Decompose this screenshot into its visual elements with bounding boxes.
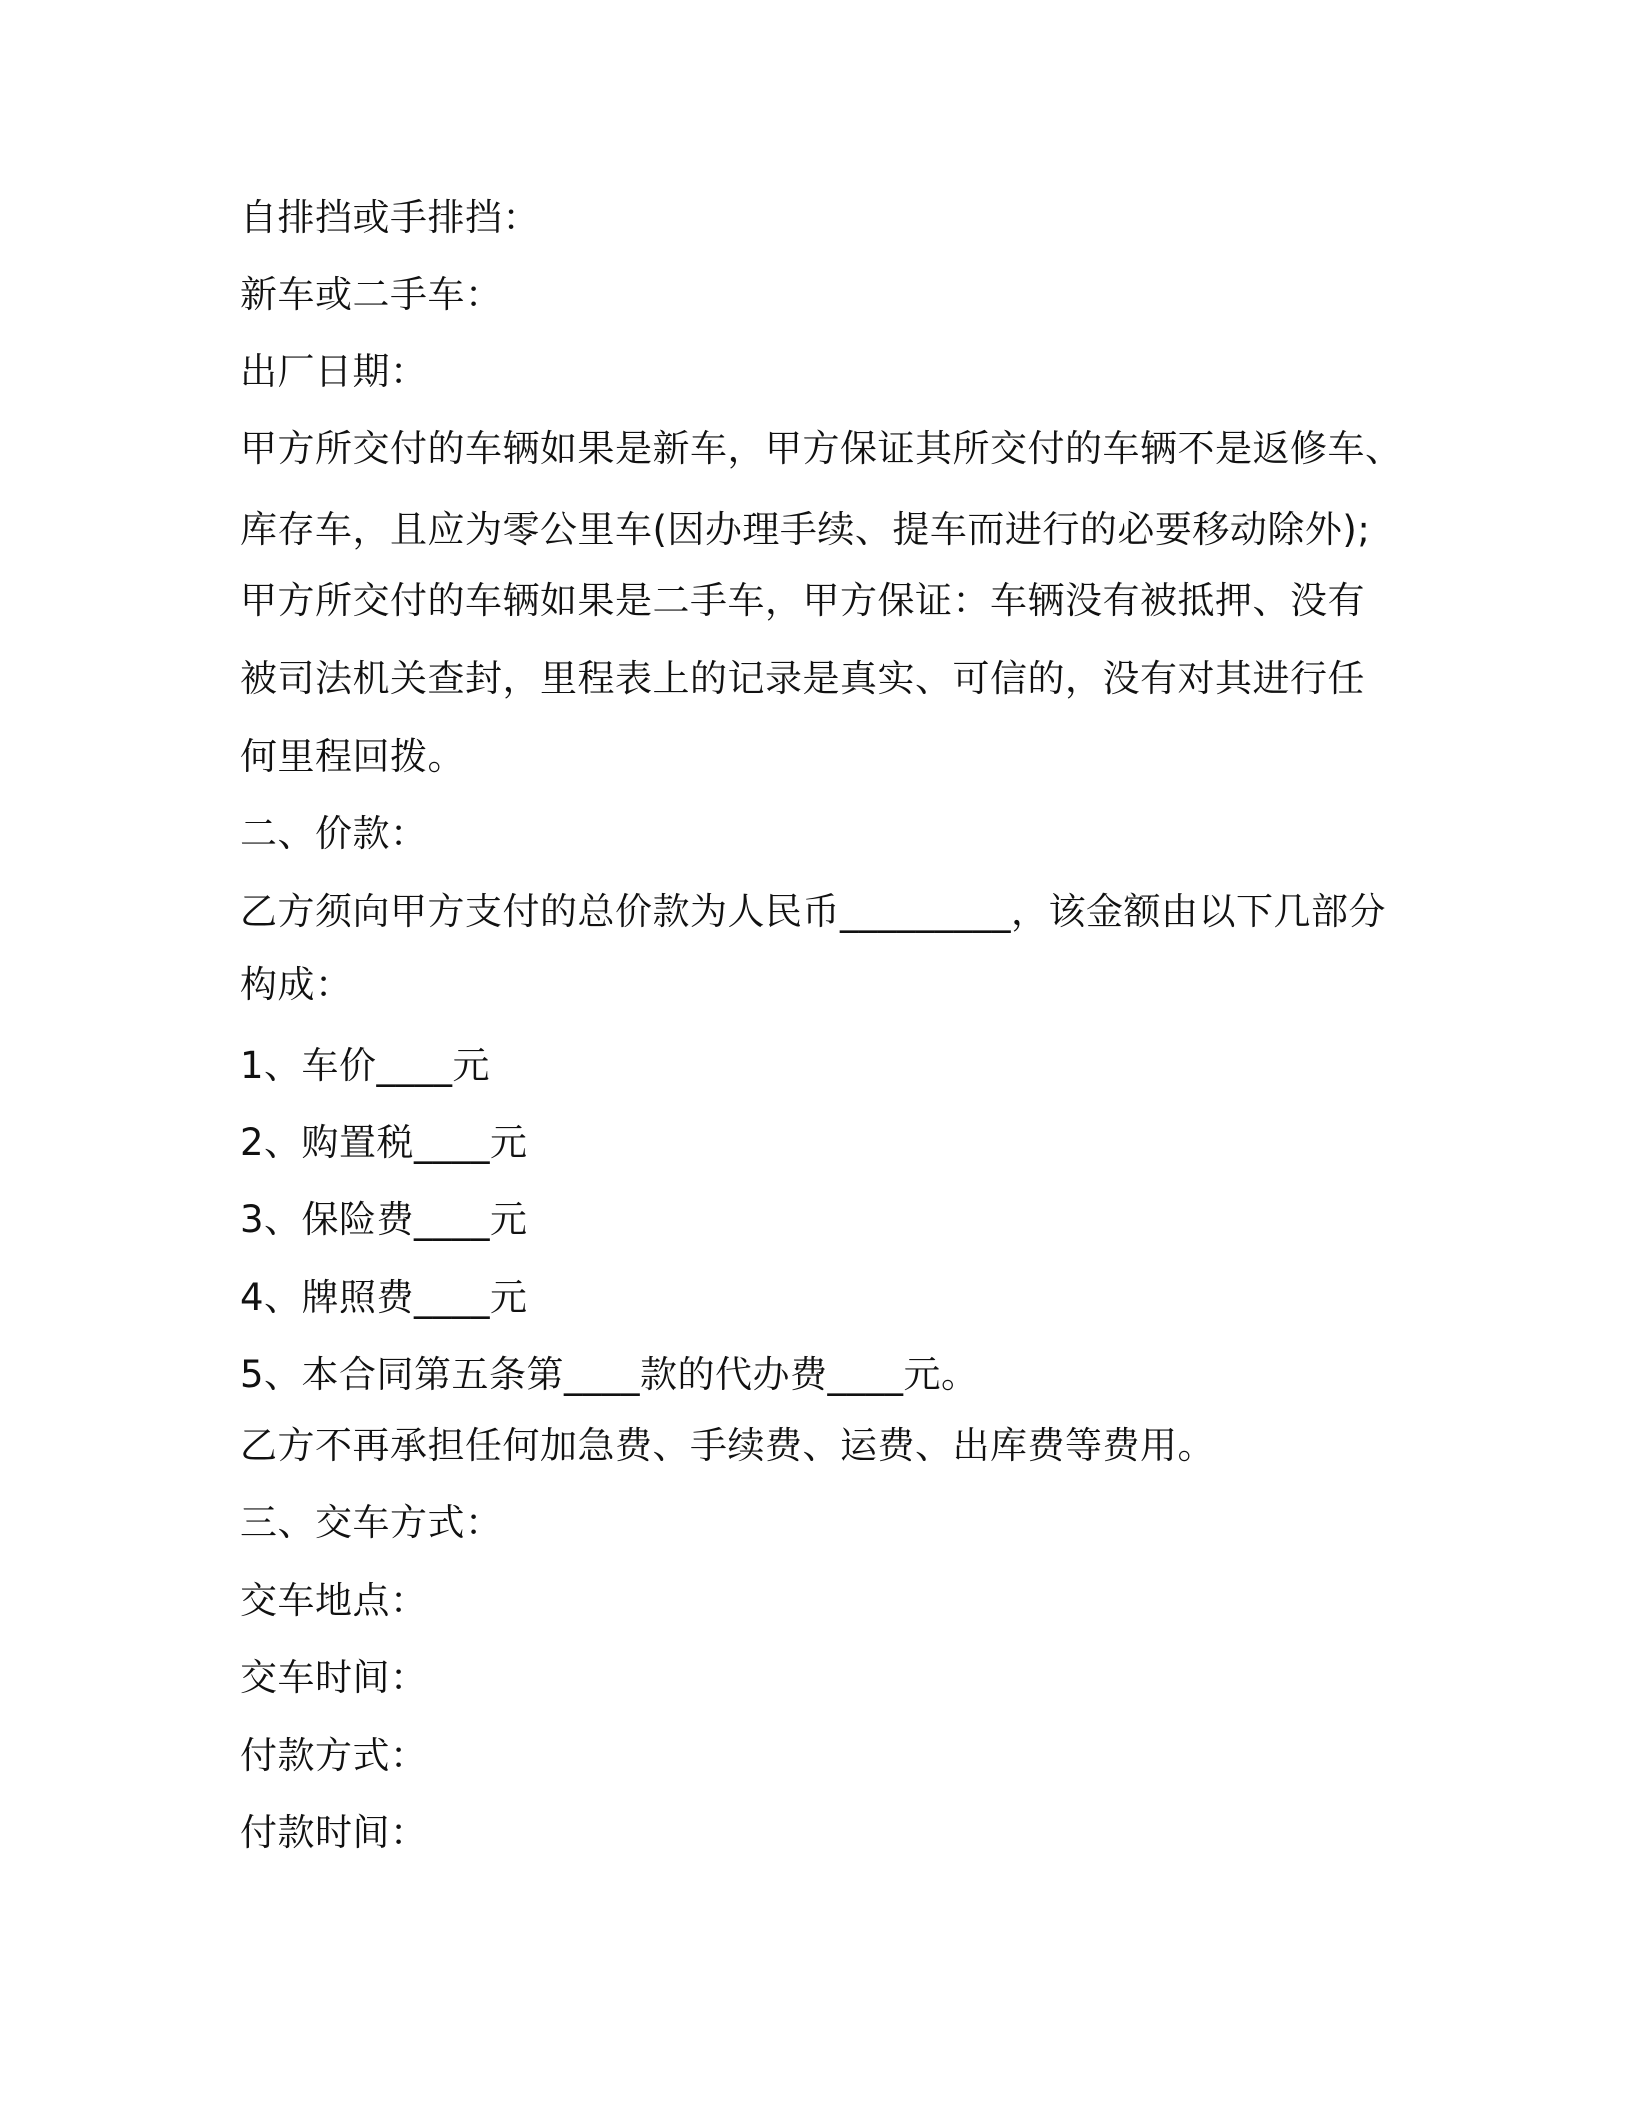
paragraph-new-car-line-2: 库存车，且应为零公里车(因办理手续、提车而进行的必要移动除外); <box>240 508 1371 551</box>
paragraph-no-extra-fees: 乙方不再承担任何加急费、手续费、运费、出库费等费用。 <box>240 1424 1215 1467</box>
field-payment-time: 付款时间： <box>240 1811 428 1854</box>
price-item-license-plate: 4、牌照费____元 <box>240 1276 528 1319</box>
price-item-agency-fee: 5、本合同第五条第____款的代办费____元。 <box>240 1353 979 1396</box>
field-transmission: 自排挡或手排挡： <box>240 196 540 239</box>
field-manufacture-date: 出厂日期： <box>240 350 428 393</box>
price-item-purchase-tax: 2、购置税____元 <box>240 1121 528 1164</box>
field-payment-method: 付款方式： <box>240 1734 428 1777</box>
section-heading-delivery: 三、交车方式： <box>240 1501 503 1544</box>
paragraph-used-car-line-3: 何里程回拨。 <box>240 735 465 778</box>
field-new-or-used: 新车或二手车： <box>240 273 503 316</box>
paragraph-used-car-line-1: 甲方所交付的车辆如果是二手车，甲方保证：车辆没有被抵押、没有 <box>240 579 1365 622</box>
section-heading-price: 二、价款： <box>240 812 428 855</box>
price-item-insurance: 3、保险费____元 <box>240 1198 528 1241</box>
paragraph-total-price-line-1: 乙方须向甲方支付的总价款为人民币_________，该金额由以下几部分 <box>240 890 1386 933</box>
paragraph-new-car-line-1: 甲方所交付的车辆如果是新车，甲方保证其所交付的车辆不是返修车、 <box>240 427 1403 470</box>
field-delivery-time: 交车时间： <box>240 1656 428 1699</box>
paragraph-used-car-line-2: 被司法机关查封，里程表上的记录是真实、可信的，没有对其进行任 <box>240 657 1365 700</box>
paragraph-total-price-line-2: 构成： <box>240 963 353 1006</box>
price-item-car: 1、车价____元 <box>240 1044 491 1087</box>
field-delivery-place: 交车地点： <box>240 1579 428 1622</box>
